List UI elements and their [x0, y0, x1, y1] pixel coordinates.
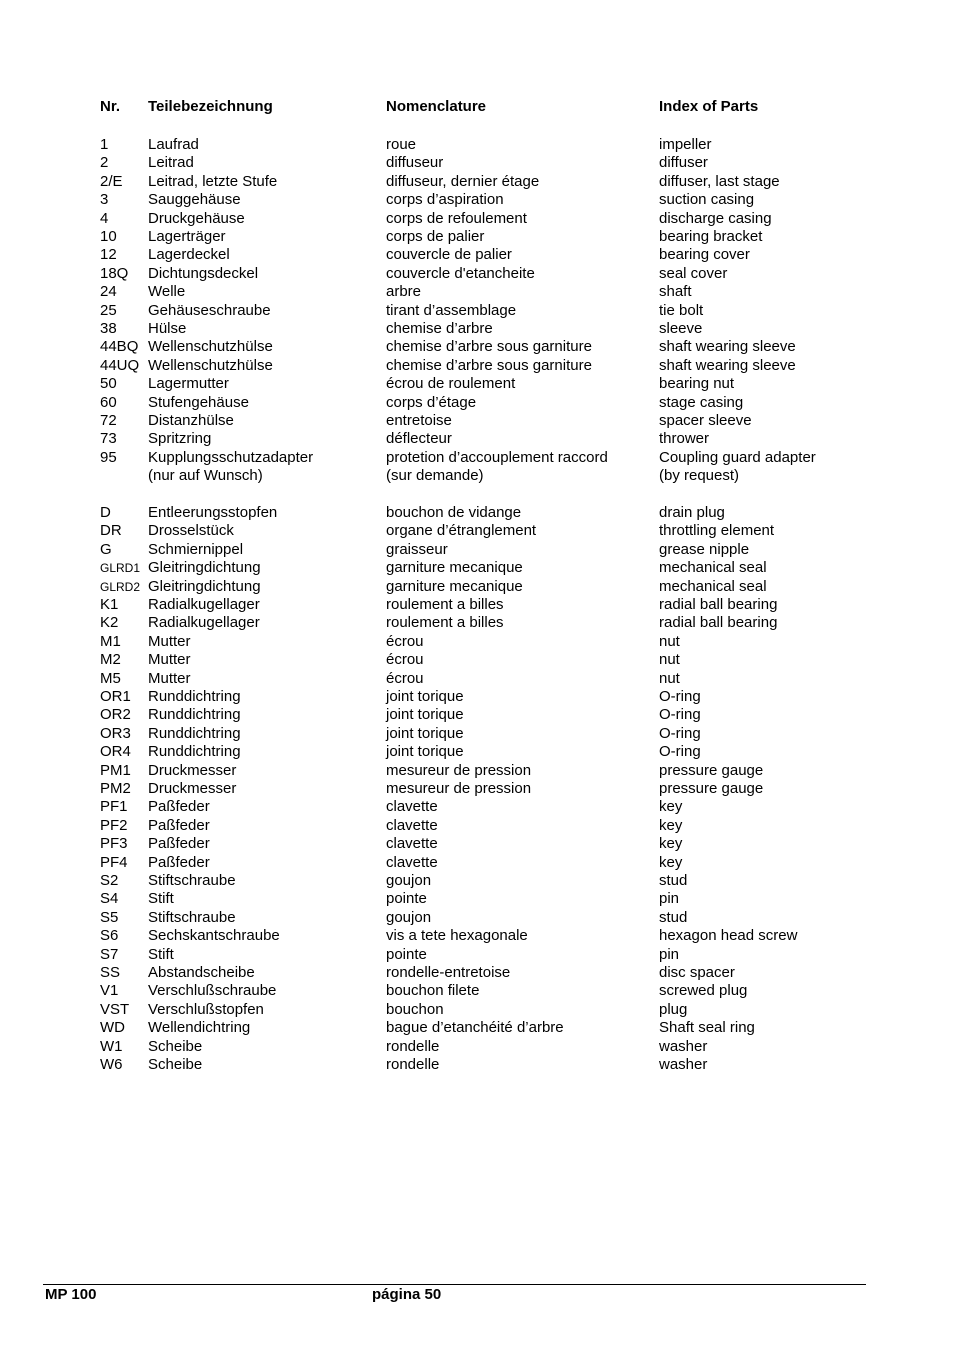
part-name-english: pressure gauge	[659, 761, 764, 779]
part-number: DR	[100, 522, 122, 540]
part-name-english: O-ring	[659, 724, 701, 742]
table-row	[0, 1019, 954, 1037]
table-row	[0, 320, 954, 338]
table-row	[0, 762, 954, 780]
part-name-french: écrou de roulement	[386, 375, 516, 393]
table-row	[0, 614, 954, 632]
part-name-german: Runddichtring	[148, 706, 241, 724]
part-name-english: impeller	[659, 136, 712, 153]
part-name-german: Leitrad, letzte Stufe	[148, 172, 278, 190]
part-name-french: écrou	[386, 669, 424, 687]
part-name-french: garniture mecanique	[386, 559, 523, 577]
part-name-french: graisseur	[386, 540, 448, 558]
part-name-french: tirant d’assemblage	[386, 301, 517, 319]
part-name-english: screwed plug	[659, 982, 748, 1000]
part-name-german: Mutter	[148, 669, 191, 687]
part-name-english: shaft	[659, 283, 692, 301]
part-name-german: Spritzring	[148, 430, 212, 448]
part-name-german: Runddichtring	[148, 724, 241, 742]
table-row	[0, 375, 954, 393]
part-name-german: Stiftschraube	[148, 908, 236, 926]
part-name-german: Mutter	[148, 632, 191, 650]
part-number: OR4	[100, 743, 131, 761]
table-row	[0, 780, 954, 798]
part-number: 60	[100, 393, 117, 411]
part-name-english: O-ring	[659, 743, 701, 761]
part-name-german: Gehäuseschraube	[148, 301, 271, 319]
part-name-german: Druckmesser	[148, 761, 237, 779]
table-row	[0, 154, 954, 172]
part-number: S5	[100, 908, 119, 926]
table-row	[0, 449, 954, 467]
part-number: PM2	[100, 780, 131, 797]
part-name-french: goujon	[386, 908, 432, 926]
part-number: 2/E	[100, 172, 123, 190]
part-name-german: Kupplungsschutzadapter	[148, 448, 314, 466]
table-row	[0, 430, 954, 448]
part-name-french: diffuseur	[386, 154, 444, 172]
part-name-english: Shaft seal ring	[659, 1019, 755, 1037]
part-number: 25	[100, 301, 117, 319]
part-name-german: Wellenschutzhülse	[148, 338, 273, 356]
part-name-english: mechanical seal	[659, 559, 767, 577]
table-row	[0, 817, 954, 835]
part-number: 3	[100, 191, 109, 209]
part-name-english: shaft wearing sleeve	[659, 338, 796, 356]
table-row	[0, 522, 954, 540]
part-name-german: Druckgehäuse	[148, 209, 245, 227]
part-name-german: Verschlußschraube	[148, 982, 277, 1000]
part-number: 18Q	[100, 264, 129, 282]
table-row	[0, 173, 954, 191]
part-name-german: Paßfeder	[148, 835, 210, 853]
part-number: VST	[100, 1000, 130, 1018]
table-row	[0, 1056, 954, 1074]
part-name-english: thrower	[659, 430, 710, 448]
table-row	[0, 688, 954, 706]
part-name-english: shaft wearing sleeve	[659, 356, 796, 374]
part-number: V1	[100, 982, 119, 1000]
part-number: 72	[100, 412, 117, 429]
table-row	[0, 854, 954, 872]
table-row	[0, 541, 954, 559]
table-row	[0, 651, 954, 669]
table-row	[0, 136, 954, 154]
part-name-english: key	[659, 816, 683, 834]
part-name-english: stage casing	[659, 393, 744, 411]
part-name-french: goujon	[386, 872, 432, 889]
table-row	[0, 467, 954, 485]
table-row	[0, 1038, 954, 1056]
part-name-german: Entleerungsstopfen	[148, 504, 278, 521]
part-name-english: throttling element	[659, 522, 775, 540]
part-name-german: Scheibe	[148, 1037, 203, 1055]
part-name-german: Radialkugellager	[148, 614, 260, 632]
part-name-french: bouchon filete	[386, 982, 480, 1000]
part-name-english: diffuser, last stage	[659, 172, 780, 190]
part-name-french: clavette	[386, 835, 438, 853]
part-name-french: corps de refoulement	[386, 209, 527, 227]
part-number: K1	[100, 596, 119, 613]
part-number: GLRD2	[100, 579, 141, 594]
part-name-german: Gleitringdichtung	[148, 577, 261, 595]
part-number: PF4	[100, 853, 128, 871]
part-name-french: rondelle-entretoise	[386, 964, 511, 981]
part-name-french: diffuseur, dernier étage	[386, 172, 540, 190]
part-number: OR1	[100, 688, 131, 705]
part-number: 10	[100, 228, 117, 245]
table-row	[0, 909, 954, 927]
part-number: M1	[100, 632, 121, 650]
part-name-german: Sauggehäuse	[148, 191, 241, 209]
table-row	[0, 725, 954, 743]
table-row	[0, 191, 954, 209]
header-nr: Nr.	[100, 98, 121, 115]
footer-page-number: página 50	[372, 1286, 442, 1303]
part-name-french: couvercle d'etancheite	[386, 264, 535, 282]
part-name-french: rondelle	[386, 1037, 440, 1055]
part-number: 12	[100, 246, 117, 264]
footer-divider	[43, 1284, 866, 1285]
part-name-english: pressure gauge	[659, 780, 764, 797]
part-name-english: spacer sleeve	[659, 412, 752, 429]
part-name-english: washer	[659, 1037, 708, 1055]
table-row	[0, 265, 954, 283]
part-name-german: Wellenschutzhülse	[148, 356, 273, 374]
part-number: PF3	[100, 835, 128, 853]
part-name-english: tie bolt	[659, 301, 704, 319]
part-name-french: (sur demande)	[386, 467, 484, 485]
part-name-french: mesureur de pression	[386, 761, 532, 779]
part-name-german: Druckmesser	[148, 780, 237, 797]
table-row	[0, 394, 954, 412]
part-number: 44UQ	[100, 356, 140, 374]
part-name-english: seal cover	[659, 264, 728, 282]
part-name-french: protetion d’accouplement raccord	[386, 448, 608, 466]
table-header	[0, 98, 954, 118]
part-name-german: Gleitringdichtung	[148, 559, 261, 577]
table-row	[0, 338, 954, 356]
part-name-french: pointe	[386, 945, 427, 963]
part-number: 2	[100, 154, 109, 172]
part-number: S7	[100, 945, 119, 963]
table-row	[0, 946, 954, 964]
table-row	[0, 302, 954, 320]
part-name-french: joint torique	[386, 743, 464, 761]
part-number: S2	[100, 872, 119, 889]
part-name-english: O-ring	[659, 688, 701, 705]
part-name-french: clavette	[386, 798, 438, 816]
part-name-english: drain plug	[659, 504, 725, 521]
table-row	[0, 357, 954, 375]
table-row	[0, 706, 954, 724]
part-name-german: Hülse	[148, 320, 187, 337]
part-name-german: Abstandscheibe	[148, 964, 255, 981]
part-name-english: discharge casing	[659, 209, 772, 227]
table-row	[0, 890, 954, 908]
part-name-german: Runddichtring	[148, 743, 241, 761]
part-number: D	[100, 504, 111, 521]
part-name-german: Sechskantschraube	[148, 927, 280, 945]
part-name-german: Paßfeder	[148, 853, 210, 871]
part-number: OR3	[100, 724, 131, 742]
part-name-german: Paßfeder	[148, 816, 210, 834]
part-name-german: Dichtungsdeckel	[148, 264, 259, 282]
part-name-english: radial ball bearing	[659, 614, 778, 632]
table-row	[0, 559, 954, 577]
part-name-german: Laufrad	[148, 136, 199, 153]
table-row	[0, 228, 954, 246]
header-english: Index of Parts	[659, 98, 759, 115]
part-name-german: Lagerträger	[148, 228, 226, 245]
part-name-german: Welle	[148, 283, 186, 301]
part-number: 38	[100, 320, 117, 337]
part-number: M5	[100, 669, 121, 687]
table-row	[0, 283, 954, 301]
part-number: 95	[100, 448, 117, 466]
part-name-english: hexagon head screw	[659, 927, 798, 945]
part-name-english: grease nipple	[659, 540, 750, 558]
part-name-english: key	[659, 835, 683, 853]
part-number: PF1	[100, 798, 128, 816]
part-name-french: roulement a billes	[386, 596, 504, 613]
part-name-german: Stiftschraube	[148, 872, 236, 889]
table-row	[0, 504, 954, 522]
table-row	[0, 835, 954, 853]
part-name-english: nut	[659, 632, 680, 650]
table-row	[0, 412, 954, 430]
part-name-german: Lagermutter	[148, 375, 229, 393]
part-name-english: radial ball bearing	[659, 596, 778, 613]
part-name-german: Runddichtring	[148, 688, 241, 705]
part-name-german: Scheibe	[148, 1056, 203, 1073]
part-name-german: Leitrad	[148, 154, 194, 172]
table-row	[0, 982, 954, 1000]
table-row	[0, 246, 954, 264]
part-name-english: washer	[659, 1056, 708, 1073]
part-name-french: écrou	[386, 651, 424, 669]
footer-model: MP 100	[45, 1286, 97, 1303]
part-name-french: rondelle	[386, 1056, 440, 1073]
part-name-english: diffuser	[659, 154, 708, 172]
part-name-english: bearing bracket	[659, 228, 763, 245]
table-row	[0, 670, 954, 688]
part-name-english: stud	[659, 872, 688, 889]
part-name-french: joint torique	[386, 706, 464, 724]
part-number: S6	[100, 927, 119, 945]
part-number: 73	[100, 430, 117, 448]
part-number: G	[100, 540, 112, 558]
table-row	[0, 596, 954, 614]
part-number: 44BQ	[100, 338, 139, 356]
table-row	[0, 633, 954, 651]
part-number: 4	[100, 209, 109, 227]
part-name-french: organe d’étranglement	[386, 522, 537, 540]
table-row	[0, 1001, 954, 1019]
part-name-french: joint torique	[386, 724, 464, 742]
part-name-french: chemise d’arbre sous garniture	[386, 356, 592, 374]
part-number: WD	[100, 1019, 125, 1037]
part-name-english: O-ring	[659, 706, 701, 724]
table-row	[0, 872, 954, 890]
part-name-german: Paßfeder	[148, 798, 210, 816]
part-name-french: chemise d’arbre sous garniture	[386, 338, 592, 356]
part-name-french: écrou	[386, 632, 424, 650]
part-number: SS	[100, 964, 121, 981]
part-name-french: corps d’étage	[386, 393, 477, 411]
part-name-french: déflecteur	[386, 430, 452, 448]
part-name-french: corps d’aspiration	[386, 191, 504, 209]
table-row	[0, 964, 954, 982]
part-name-english: key	[659, 853, 683, 871]
part-number: PF2	[100, 816, 128, 834]
part-name-german: Lagerdeckel	[148, 246, 230, 264]
part-name-french: vis a tete hexagonale	[386, 927, 528, 945]
part-name-german: Drosselstück	[148, 522, 234, 540]
part-name-german: Mutter	[148, 651, 191, 669]
part-name-english: bearing nut	[659, 375, 735, 393]
part-name-english: Coupling guard adapter	[659, 448, 816, 466]
part-number: 1	[100, 136, 109, 153]
part-name-english: nut	[659, 669, 680, 687]
part-number: PM1	[100, 761, 131, 779]
part-number: W1	[100, 1037, 123, 1055]
part-name-french: arbre	[386, 283, 422, 301]
part-name-french: roulement a billes	[386, 614, 504, 632]
part-name-french: garniture mecanique	[386, 577, 523, 595]
part-name-german: Schmiernippel	[148, 540, 244, 558]
part-name-german: Verschlußstopfen	[148, 1000, 264, 1018]
part-name-german: Stufengehäuse	[148, 393, 249, 411]
part-number: S4	[100, 890, 119, 908]
part-name-english: disc spacer	[659, 964, 735, 981]
part-name-english: (by request)	[659, 467, 740, 485]
part-name-german: Radialkugellager	[148, 596, 260, 613]
part-name-french: clavette	[386, 816, 438, 834]
part-name-german: Stift	[148, 890, 174, 908]
part-number: GLRD1	[100, 561, 141, 576]
part-name-french: chemise d’arbre	[386, 320, 493, 337]
part-name-french: entretoise	[386, 412, 452, 429]
part-name-english: sleeve	[659, 320, 703, 337]
header-french: Nomenclature	[386, 98, 487, 115]
part-name-french: corps de palier	[386, 228, 485, 245]
part-name-german: Distanzhülse	[148, 412, 234, 429]
part-name-french: bague d’etanchéité d’arbre	[386, 1019, 564, 1037]
part-number: OR2	[100, 706, 131, 724]
table-row	[0, 927, 954, 945]
part-name-english: mechanical seal	[659, 577, 767, 595]
part-name-french: bouchon de vidange	[386, 504, 522, 521]
part-name-french: bouchon	[386, 1000, 444, 1018]
part-name-german: Wellendichtring	[148, 1019, 251, 1037]
part-name-english: suction casing	[659, 191, 755, 209]
part-name-french: mesureur de pression	[386, 780, 532, 797]
table-row	[0, 210, 954, 228]
part-name-english: bearing cover	[659, 246, 750, 264]
part-name-english: stud	[659, 908, 688, 926]
part-number: K2	[100, 614, 119, 632]
part-name-german: (nur auf Wunsch)	[148, 467, 263, 485]
part-name-french: couvercle de palier	[386, 246, 512, 264]
part-name-english: key	[659, 798, 683, 816]
part-number: W6	[100, 1056, 123, 1073]
part-name-english: pin	[659, 945, 680, 963]
table-row	[0, 798, 954, 816]
part-number: 24	[100, 283, 117, 301]
table-row	[0, 578, 954, 596]
part-number: 50	[100, 375, 117, 393]
table-row	[0, 743, 954, 761]
part-name-french: pointe	[386, 890, 427, 908]
header-german: Teilebezeichnung	[148, 98, 273, 115]
part-name-english: pin	[659, 890, 680, 908]
part-name-german: Stift	[148, 945, 174, 963]
part-name-english: plug	[659, 1000, 688, 1018]
part-name-french: joint torique	[386, 688, 464, 705]
part-number: M2	[100, 651, 121, 669]
part-name-french: clavette	[386, 853, 438, 871]
part-name-french: roue	[386, 136, 417, 153]
part-name-english: nut	[659, 651, 680, 669]
